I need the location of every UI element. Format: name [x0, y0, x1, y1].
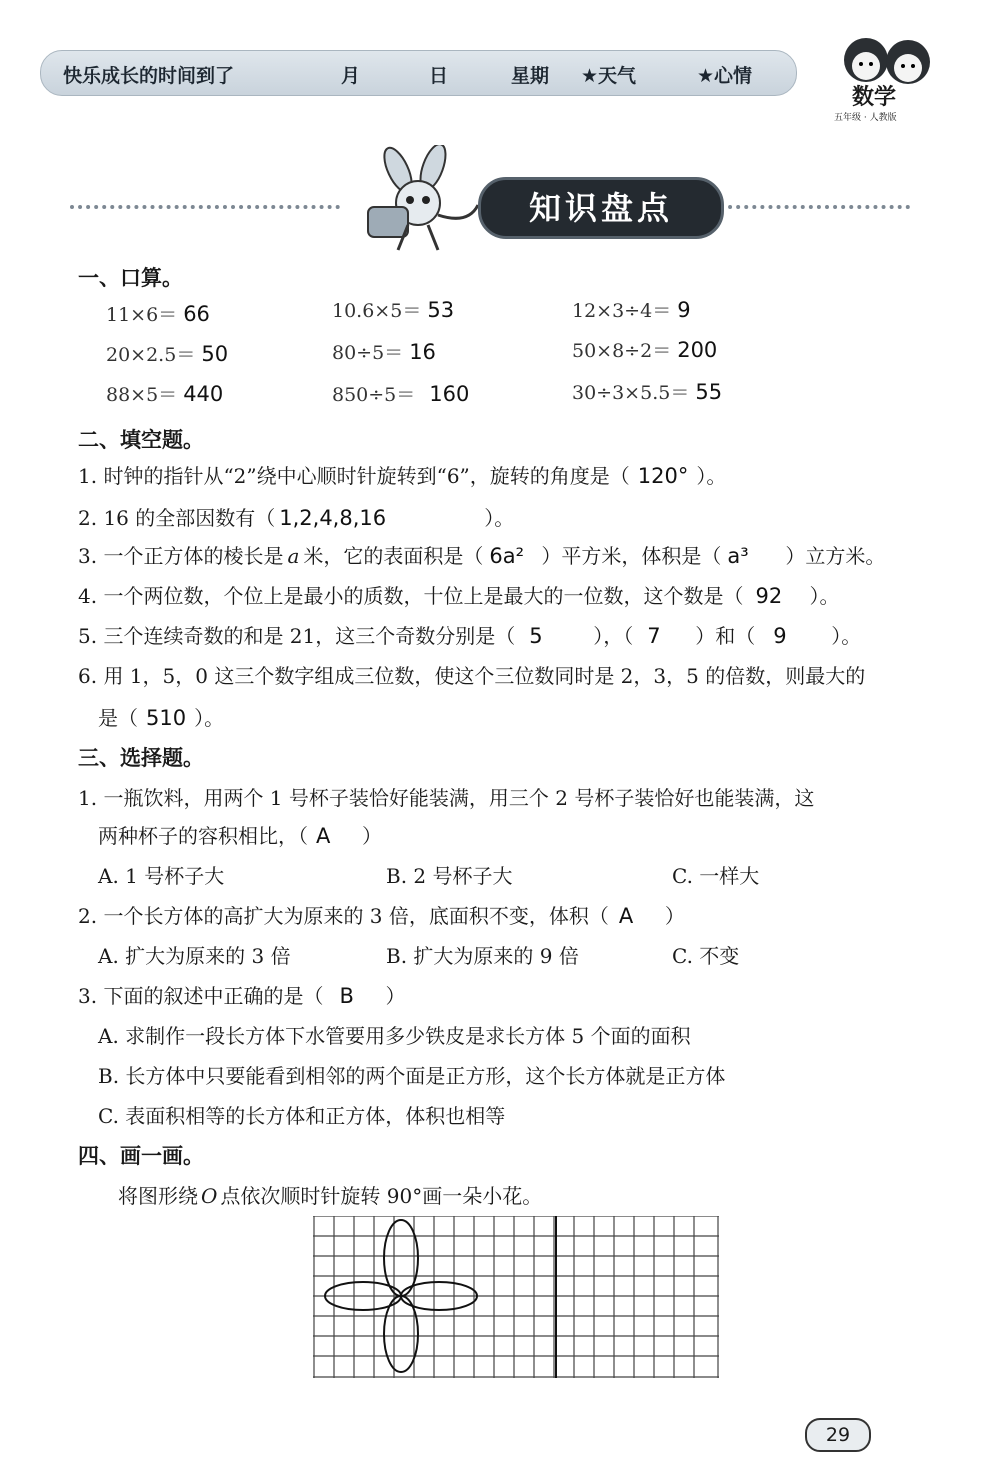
fill-q4-answer: 92 — [755, 584, 783, 608]
fill-q5-answer-1: 5 — [529, 624, 543, 648]
s2-heading: 二、填空题。 — [78, 427, 204, 452]
fill-q5-answer-2: 7 — [647, 624, 661, 648]
fill-q5-answer-3: 9 — [773, 624, 787, 648]
title-divider-left — [70, 205, 340, 211]
calc-item: 12×3÷4＝ 9 — [572, 298, 691, 322]
calc-item: 11×6＝ 66 — [106, 302, 210, 326]
calc-answer: 9 — [677, 298, 691, 322]
title-divider-right — [720, 205, 910, 211]
choice-q1-option-a: A. 1 号杯子大 — [98, 864, 225, 888]
choice-q2-answer: A — [618, 904, 634, 928]
header-month: 月 — [341, 65, 361, 87]
calc-answer: 200 — [677, 338, 718, 362]
drawing-grid[interactable] — [313, 1216, 719, 1378]
draw-instruction: 将图形绕 O 点依次顺时针旋转 90°画一朵小花。 — [118, 1184, 543, 1208]
section-title-row — [70, 145, 910, 255]
fill-q6-line1: 6. 用 1，5，0 这三个数字组成三位数，使这个三位数同时是 2，3，5 的倍数，则最大的 — [78, 664, 866, 688]
choice-q2-option-a: A. 扩大为原来的 3 倍 — [98, 944, 291, 968]
calc-item: 50×8÷2＝ 200 — [572, 338, 718, 362]
fill-q2: 2. 16 的全部因数有（ 1,2,4,8,16 ）。 — [78, 506, 515, 530]
choice-q1-answer: A — [316, 824, 331, 848]
rabbit-mascot-icon — [338, 145, 488, 255]
fill-q3-answer-area: 6a² — [489, 544, 525, 568]
choice-q1-option-c: C. 一样大 — [672, 864, 760, 888]
calc-answer: 160 — [429, 382, 470, 406]
choice-q2-option-c: C. 不变 — [672, 944, 740, 968]
header-mood: ★心情 — [697, 65, 753, 87]
choice-q3-answer: B — [339, 984, 354, 1008]
calc-item: 88×5＝ 440 — [106, 382, 224, 406]
choice-q1-line2: 两种杯子的容积相比，（ A ） — [98, 824, 382, 848]
calc-item: 20×2.5＝ 50 — [106, 342, 229, 366]
subject-badge — [828, 28, 946, 126]
page-number: 29 — [805, 1418, 871, 1452]
fill-q1: 1. 时钟的指针从“2”绕中心顺时针旋转到“6”，旋转的角度是（ 120° ）。 — [78, 464, 727, 488]
s4-heading: 四、画一画。 — [78, 1143, 204, 1168]
choice-q2: 2. 一个长方体的高扩大为原来的 3 倍，底面积不变，体积（ A ） — [78, 904, 685, 928]
header-day: 日 — [429, 65, 449, 87]
calc-answer: 50 — [201, 342, 229, 366]
header-week: 星期 — [511, 65, 550, 87]
choice-q3-option-a: A. 求制作一段长方体下水管要用多少铁皮是求长方体 5 个面的面积 — [98, 1024, 691, 1048]
fill-q2-answer: 1,2,4,8,16 — [279, 506, 387, 530]
fill-q3-answer-volume: a³ — [727, 544, 749, 568]
fill-q6-line2: 是（ 510 ）。 — [98, 706, 225, 730]
fill-q5: 5. 三个连续奇数的和是 21，这三个奇数分别是（ 5 ），（ 7 ）和（ 9 ）。 — [78, 624, 862, 648]
header-weather: ★天气 — [581, 65, 637, 87]
s1-heading: 一、口算。 — [78, 265, 183, 290]
calc-answer: 66 — [183, 302, 210, 326]
calc-item: 10.6×5＝ 53 — [332, 298, 455, 322]
fill-q4: 4. 一个两位数，个位上是最小的质数，十位上是最大的一位数，这个数是（ 92 ）。 — [78, 584, 840, 608]
fill-q6-answer: 510 — [146, 706, 187, 730]
s3-heading: 三、选择题。 — [78, 745, 204, 770]
choice-q3-option-b: B. 长方体中只要能看到相邻的两个面是正方形，这个长方体就是正方体 — [98, 1064, 726, 1088]
choice-q1-line1: 1. 一瓶饮料，用两个 1 号杯子装恰好能装满，用三个 2 号杯子装恰好也能装满，这 — [78, 786, 815, 810]
calc-answer: 440 — [183, 382, 224, 406]
choice-q3: 3. 下面的叙述中正确的是（ B ） — [78, 984, 406, 1008]
calc-answer: 53 — [427, 298, 455, 322]
fill-q1-answer: 120° — [637, 464, 689, 488]
choice-q2-option-b: B. 扩大为原来的 9 倍 — [386, 944, 579, 968]
calc-item: 80÷5＝ 16 — [332, 340, 436, 364]
choice-q3-option-c: C. 表面积相等的长方体和正方体，体积也相等 — [98, 1104, 506, 1128]
fill-q3: 3. 一个正方体的棱长是 a 米，它的表面积是（ 6a² ）平方米，体积是（ a³ ）立方米。 — [78, 544, 886, 568]
choice-q1-option-b: B. 2 号杯子大 — [386, 864, 513, 888]
calc-answer: 16 — [409, 340, 436, 364]
calc-item: 850÷5＝ 160 — [332, 382, 470, 406]
calc-answer: 55 — [695, 380, 723, 404]
badge-subject: 数学 — [852, 85, 897, 110]
badge-grade: 五年级 · 人教版 — [834, 113, 897, 123]
header-slogan: 快乐成长的时间到了 — [63, 65, 235, 87]
section-title: 知识盘点 — [478, 177, 724, 239]
calc-item: 30÷3×5.5＝ 55 — [572, 380, 723, 404]
header-banner — [40, 50, 797, 96]
